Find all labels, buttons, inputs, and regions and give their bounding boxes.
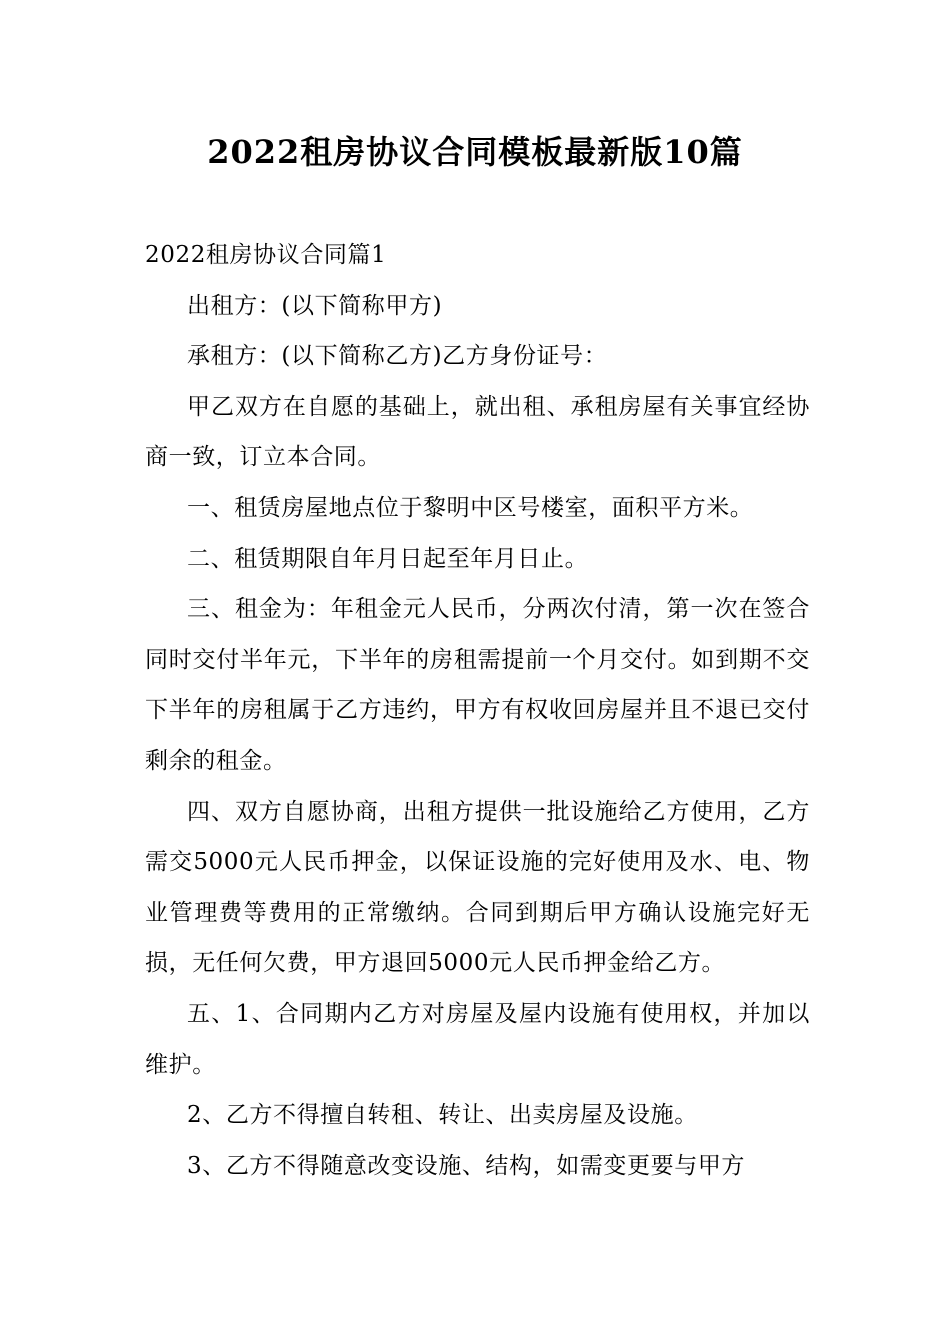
paragraph-clause-5-2: 2、乙方不得擅自转租、转让、出卖房屋及设施。: [187, 1102, 698, 1129]
paragraph-clause-3: 三、租金为：年租金元人民币，分两次付清，第一次在签合同时交付半年元，下半年的房租需提前一个月交付。如到期不交下半年的房租属于乙方违约，甲方有权收回房屋并且不退已交付剩余的租金。: [145, 596, 810, 774]
document-body: [145, 230, 810, 1191]
paragraph-lessor: 出租方：(以下简称甲方): [187, 292, 443, 319]
paragraph-agreement-intro: 甲乙双方在自愿的基础上，就出租、承租房屋有关事宜经协商一致，订立本合同。: [145, 393, 810, 471]
paragraph-clause-4: 四、双方自愿协商，出租方提供一批设施给乙方使用，乙方需交5000元人民币押金，以保证设施的完好使用及水、电、物业管理费等费用的正常缴纳。合同到期后甲方确认设施完好无损，无任何欠费，甲方退回5000元人民币押金给乙方。: [145, 798, 810, 977]
paragraph-clause-2: 二、租赁期限自年月日起至年月日止。: [187, 545, 589, 572]
section-heading: 2022租房协议合同篇1: [145, 242, 387, 268]
paragraph-clause-5-1: 五、1、合同期内乙方对房屋及屋内设施有使用权，并加以维护。: [145, 1000, 810, 1078]
paragraph-clause-1: 一、租赁房屋地点位于黎明中区号楼室，面积平方米。: [187, 494, 754, 521]
paragraph-lessee: 承租方：(以下简称乙方)乙方身份证号：: [187, 343, 608, 370]
document-title: 2022租房协议合同模板最新版10篇: [207, 133, 743, 171]
paragraph-clause-5-3: 3、乙方不得随意改变设施、结构，如需变更要与甲方: [187, 1152, 746, 1179]
